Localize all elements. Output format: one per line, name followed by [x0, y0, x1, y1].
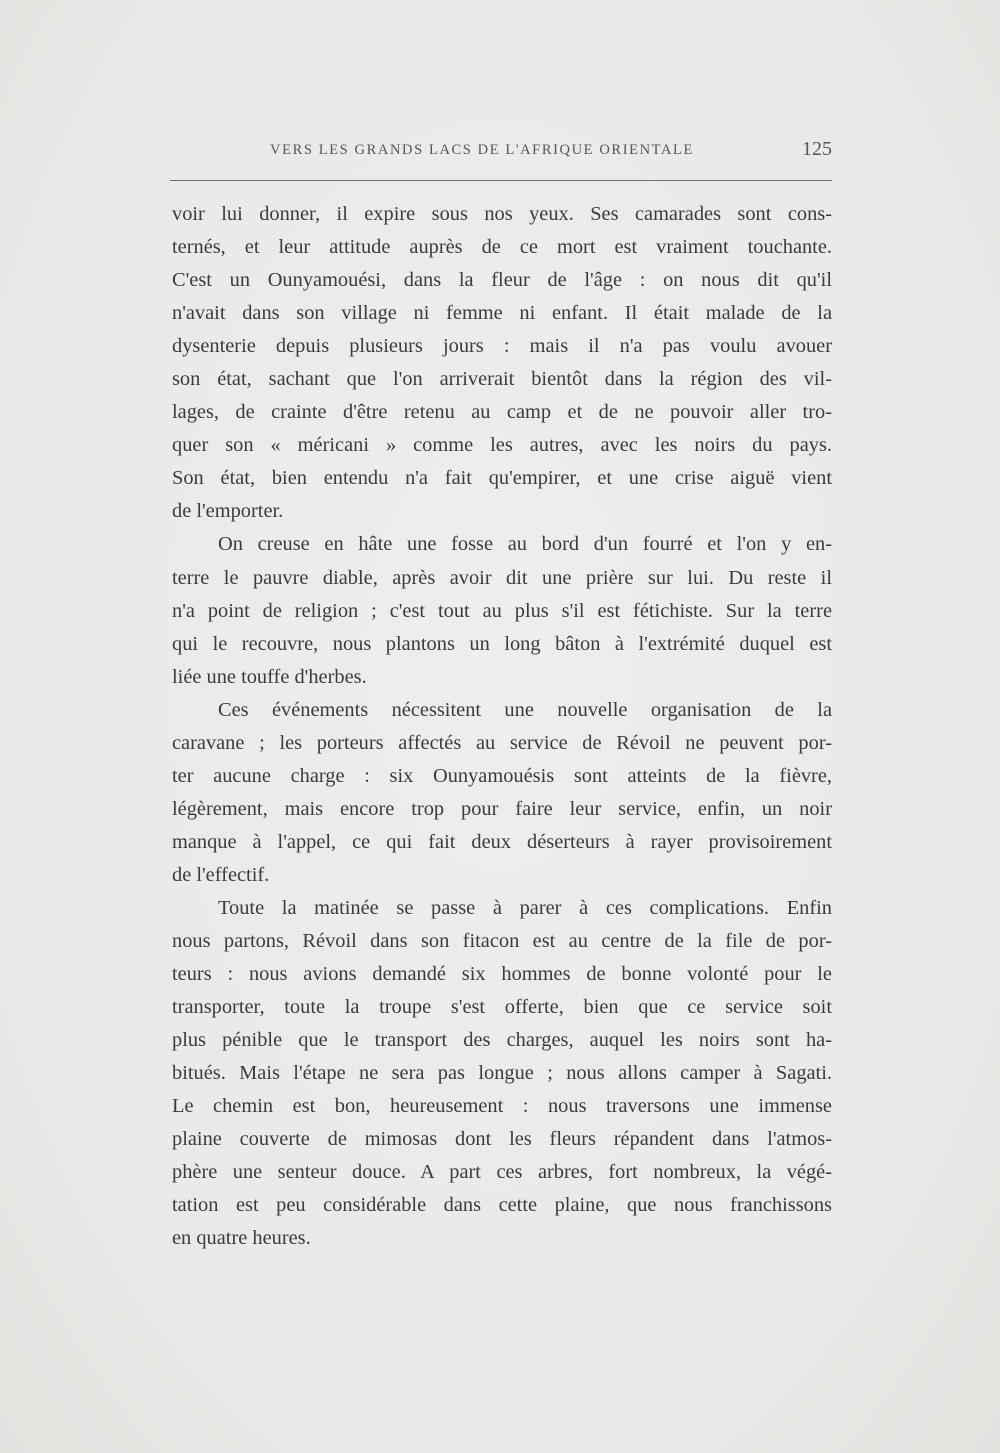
text-line: ter aucune charge : six Ounyamouésis sont atteints de la fièvre, [172, 764, 832, 787]
text-line: n'a point de religion ; c'est tout au plus s'il est fétichiste. Sur la terre [172, 599, 832, 622]
text-line: tation est peu considérable dans cette plaine, que nous franchissons [172, 1194, 832, 1217]
text-line: quer son « méricani » comme les autres, avec les noirs du pays. [172, 434, 832, 457]
text-line: Son état, bien entendu n'a fait qu'empirer, et une crise aiguë vient [172, 467, 832, 490]
text-line: ternés, et leur attitude auprès de ce mort est vraiment touchante. [172, 236, 832, 259]
text-line: légèrement, mais encore trop pour faire leur service, enfin, un noir [172, 797, 832, 820]
text-line: caravane ; les porteurs affectés au service de Révoil ne peuvent por- [172, 731, 832, 754]
header-rule [170, 180, 832, 181]
text-line: lages, de crainte d'être retenu au camp et de ne pouvoir aller tro- [172, 401, 832, 424]
running-title: VERS LES GRANDS LACS DE L'AFRIQUE ORIENTALE [270, 142, 694, 158]
text-line: teurs : nous avions demandé six hommes de bonne volonté pour le [172, 963, 832, 986]
text-line: nous partons, Révoil dans son fitacon est au centre de la file de por- [172, 930, 832, 953]
text-line: On creuse en hâte une fosse au bord d'un fourré et l'on y en- [218, 533, 832, 556]
text-line: plus pénible que le transport des charges, auquel les noirs sont ha- [172, 1029, 832, 1052]
text-line: Ces événements nécessitent une nouvelle organisation de la [218, 698, 832, 721]
body-text [172, 198, 832, 1256]
text-line: bitués. Mais l'étape ne sera pas longue ; nous allons camper à Sagati. [172, 1062, 832, 1085]
text-line: en quatre heures. [172, 1227, 311, 1250]
text-line: liée une touffe d'herbes. [172, 665, 367, 688]
paragraph [172, 198, 832, 528]
text-line: C'est un Ounyamouési, dans la fleur de l'âge : on nous dit qu'il [172, 269, 832, 292]
text-line: son état, sachant que l'on arriverait bientôt dans la région des vil- [172, 368, 832, 391]
running-head [170, 138, 832, 164]
text-line: terre le pauvre diable, après avoir dit une prière sur lui. Du reste il [172, 566, 832, 589]
text-line: phère une senteur douce. A part ces arbres, fort nombreux, la végé- [172, 1161, 832, 1184]
paragraph [172, 694, 832, 892]
text-line: de l'emporter. [172, 500, 284, 523]
text-line: Toute la matinée se passe à parer à ces complications. Enfin [218, 896, 832, 919]
text-line: Le chemin est bon, heureusement : nous traversons une immense [172, 1095, 832, 1118]
text-line: plaine couverte de mimosas dont les fleurs répandent dans l'atmos- [172, 1128, 832, 1151]
text-line: n'avait dans son village ni femme ni enfant. Il était malade de la [172, 302, 832, 325]
text-line: dysenterie depuis plusieurs jours : mais il n'a pas voulu avouer [172, 335, 832, 358]
text-line: qui le recouvre, nous plantons un long bâton à l'extrémité duquel est [172, 632, 832, 655]
paragraph [172, 528, 832, 693]
page-number: 125 [802, 138, 832, 160]
text-line: manque à l'appel, ce qui fait deux déserteurs à rayer provisoirement [172, 830, 832, 853]
text-line: voir lui donner, il expire sous nos yeux. Ses camarades sont cons- [172, 203, 832, 225]
paragraph [172, 892, 832, 1256]
text-line: transporter, toute la troupe s'est offerte, bien que ce service soit [172, 996, 832, 1019]
text-line: de l'effectif. [172, 863, 270, 886]
